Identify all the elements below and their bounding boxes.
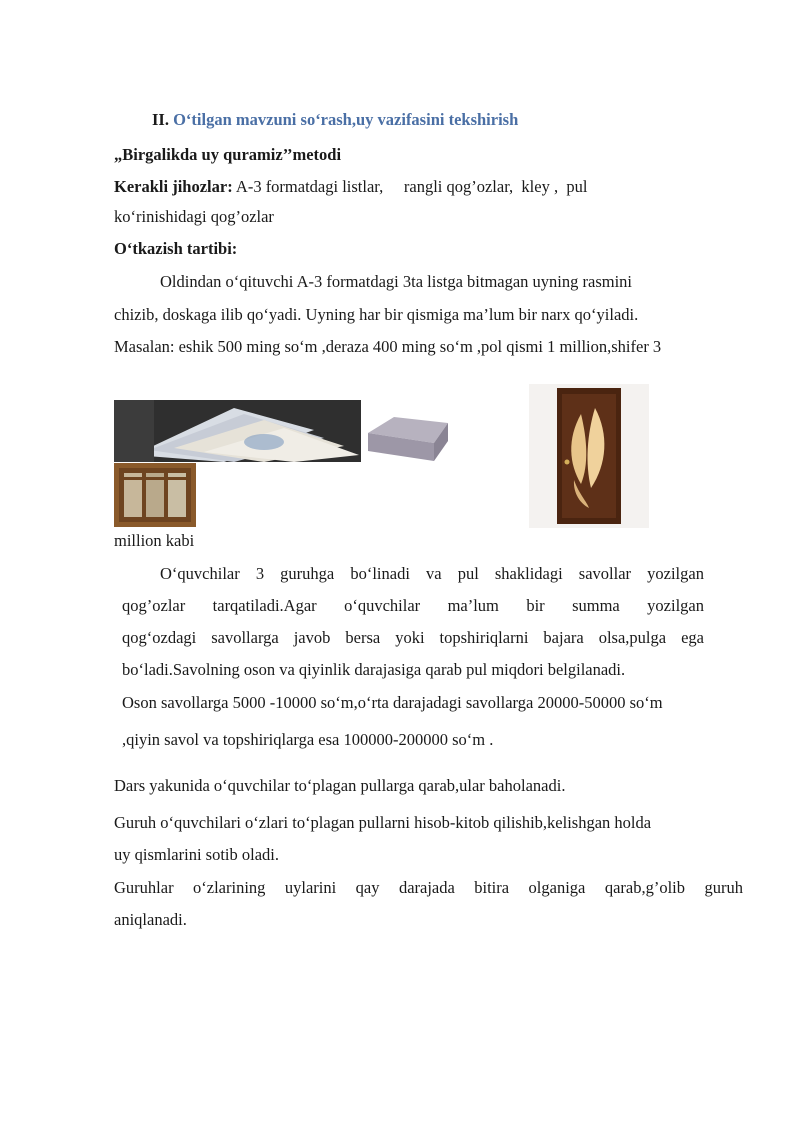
slate-sheet-icon (364, 413, 450, 463)
word: olsa,pulga (598, 628, 667, 647)
para5-line1 (114, 877, 743, 899)
word: bajara (543, 628, 584, 647)
word: ma’lum (447, 596, 499, 615)
word: darajada (398, 878, 455, 897)
para4-line2: uy qismlarini sotib oladi. (114, 845, 279, 864)
word: topshiriqlarni (439, 628, 529, 647)
money-image (114, 400, 361, 462)
para1-line3: Masalan: eshik 500 ming so‘m ,deraza 400 ming so‘m ,pol qismi 1 million,shifer 3 (114, 337, 662, 356)
word: qog‘ozdagi (122, 628, 197, 647)
word: qarab,g’olib (604, 878, 686, 897)
word: shaklidagi (494, 564, 563, 583)
word: bitira (474, 878, 510, 897)
equipment-label: Kerakli jihozlar: (114, 177, 233, 196)
procedure-label: O‘tkazish tartibi: (114, 239, 238, 258)
method-title: „Birgalikda uy quramiz’’metodi (114, 145, 342, 164)
para3: Dars yakunida o‘quvchilar to‘plagan pullarga qarab,ular baholanadi. (114, 776, 566, 795)
heading-numeral: II. (152, 110, 169, 129)
para4-line1: Guruh o‘quvchilari o‘zlari to‘plagan pullarni hisob-kitob qilishib,kelishgan holda (114, 813, 652, 832)
word: bo‘linadi (350, 564, 410, 583)
money-stack-icon (114, 400, 361, 462)
para2-line1 (160, 563, 704, 585)
para2-line6: ,qiyin savol va topshiriqlarga esa 100000-200000 so‘m . (122, 730, 494, 749)
word: yozilgan (647, 596, 704, 615)
door-icon (529, 384, 649, 528)
word: uylarini (284, 878, 337, 897)
window-image (114, 463, 196, 527)
slate-image (364, 413, 450, 463)
word: pul (457, 564, 479, 583)
word: o‘zlarining (193, 878, 266, 897)
word: olganiga (528, 878, 586, 897)
equipment-line (114, 176, 587, 198)
equipment-text: A-3 formatdagi listlar, rangli qog’ozlar, kley , pul (235, 177, 588, 196)
word: 3 (255, 564, 265, 583)
word: yoki (395, 628, 425, 647)
word: javob (293, 628, 331, 647)
word: guruhga (280, 564, 335, 583)
para2-line5: Oson savollarga 5000 -10000 so‘m,o‘rta darajadagi savollarga 20000-50000 so‘m (122, 693, 663, 712)
para2-line4: bo‘ladi.Savolning oson va qiyinlik darajasiga qarab pul miqdori belgilanadi. (122, 660, 626, 679)
word: qog’ozlar (122, 596, 186, 615)
para2-line2 (122, 595, 704, 617)
word: savollar (578, 564, 632, 583)
door-image (529, 384, 649, 528)
section-heading (152, 109, 518, 131)
word: tarqatiladi.Agar (212, 596, 317, 615)
word: bir (526, 596, 545, 615)
word: o‘quvchilar (344, 596, 421, 615)
para1-line1: Oldindan o‘qituvchi A-3 formatdagi 3ta listga bitmagan uyning rasmini (160, 272, 632, 291)
word: ega (681, 628, 704, 647)
word: savollarga (211, 628, 279, 647)
word: Guruhlar (114, 878, 174, 897)
word: summa (572, 596, 620, 615)
word: O‘quvchilar (160, 564, 240, 583)
word: qay (355, 878, 380, 897)
word: yozilgan (647, 564, 704, 583)
window-icon (114, 463, 196, 527)
word: bersa (345, 628, 381, 647)
para5-line2: aniqlanadi. (114, 910, 187, 929)
word: va (426, 564, 442, 583)
para1-line2: chizib, doskaga ilib qo‘yadi. Uyning har bir qismiga ma’lum bir narx qo‘yiladi. (114, 305, 639, 324)
equipment-text-2: ko‘rinishidagi qog’ozlar (114, 207, 274, 226)
heading-title: O‘tilgan mavzuni so‘rash,uy vazifasini tekshirish (173, 110, 519, 129)
word: guruh (704, 878, 743, 897)
para2-line3 (122, 627, 704, 649)
after-images-text: million kabi (114, 531, 195, 550)
